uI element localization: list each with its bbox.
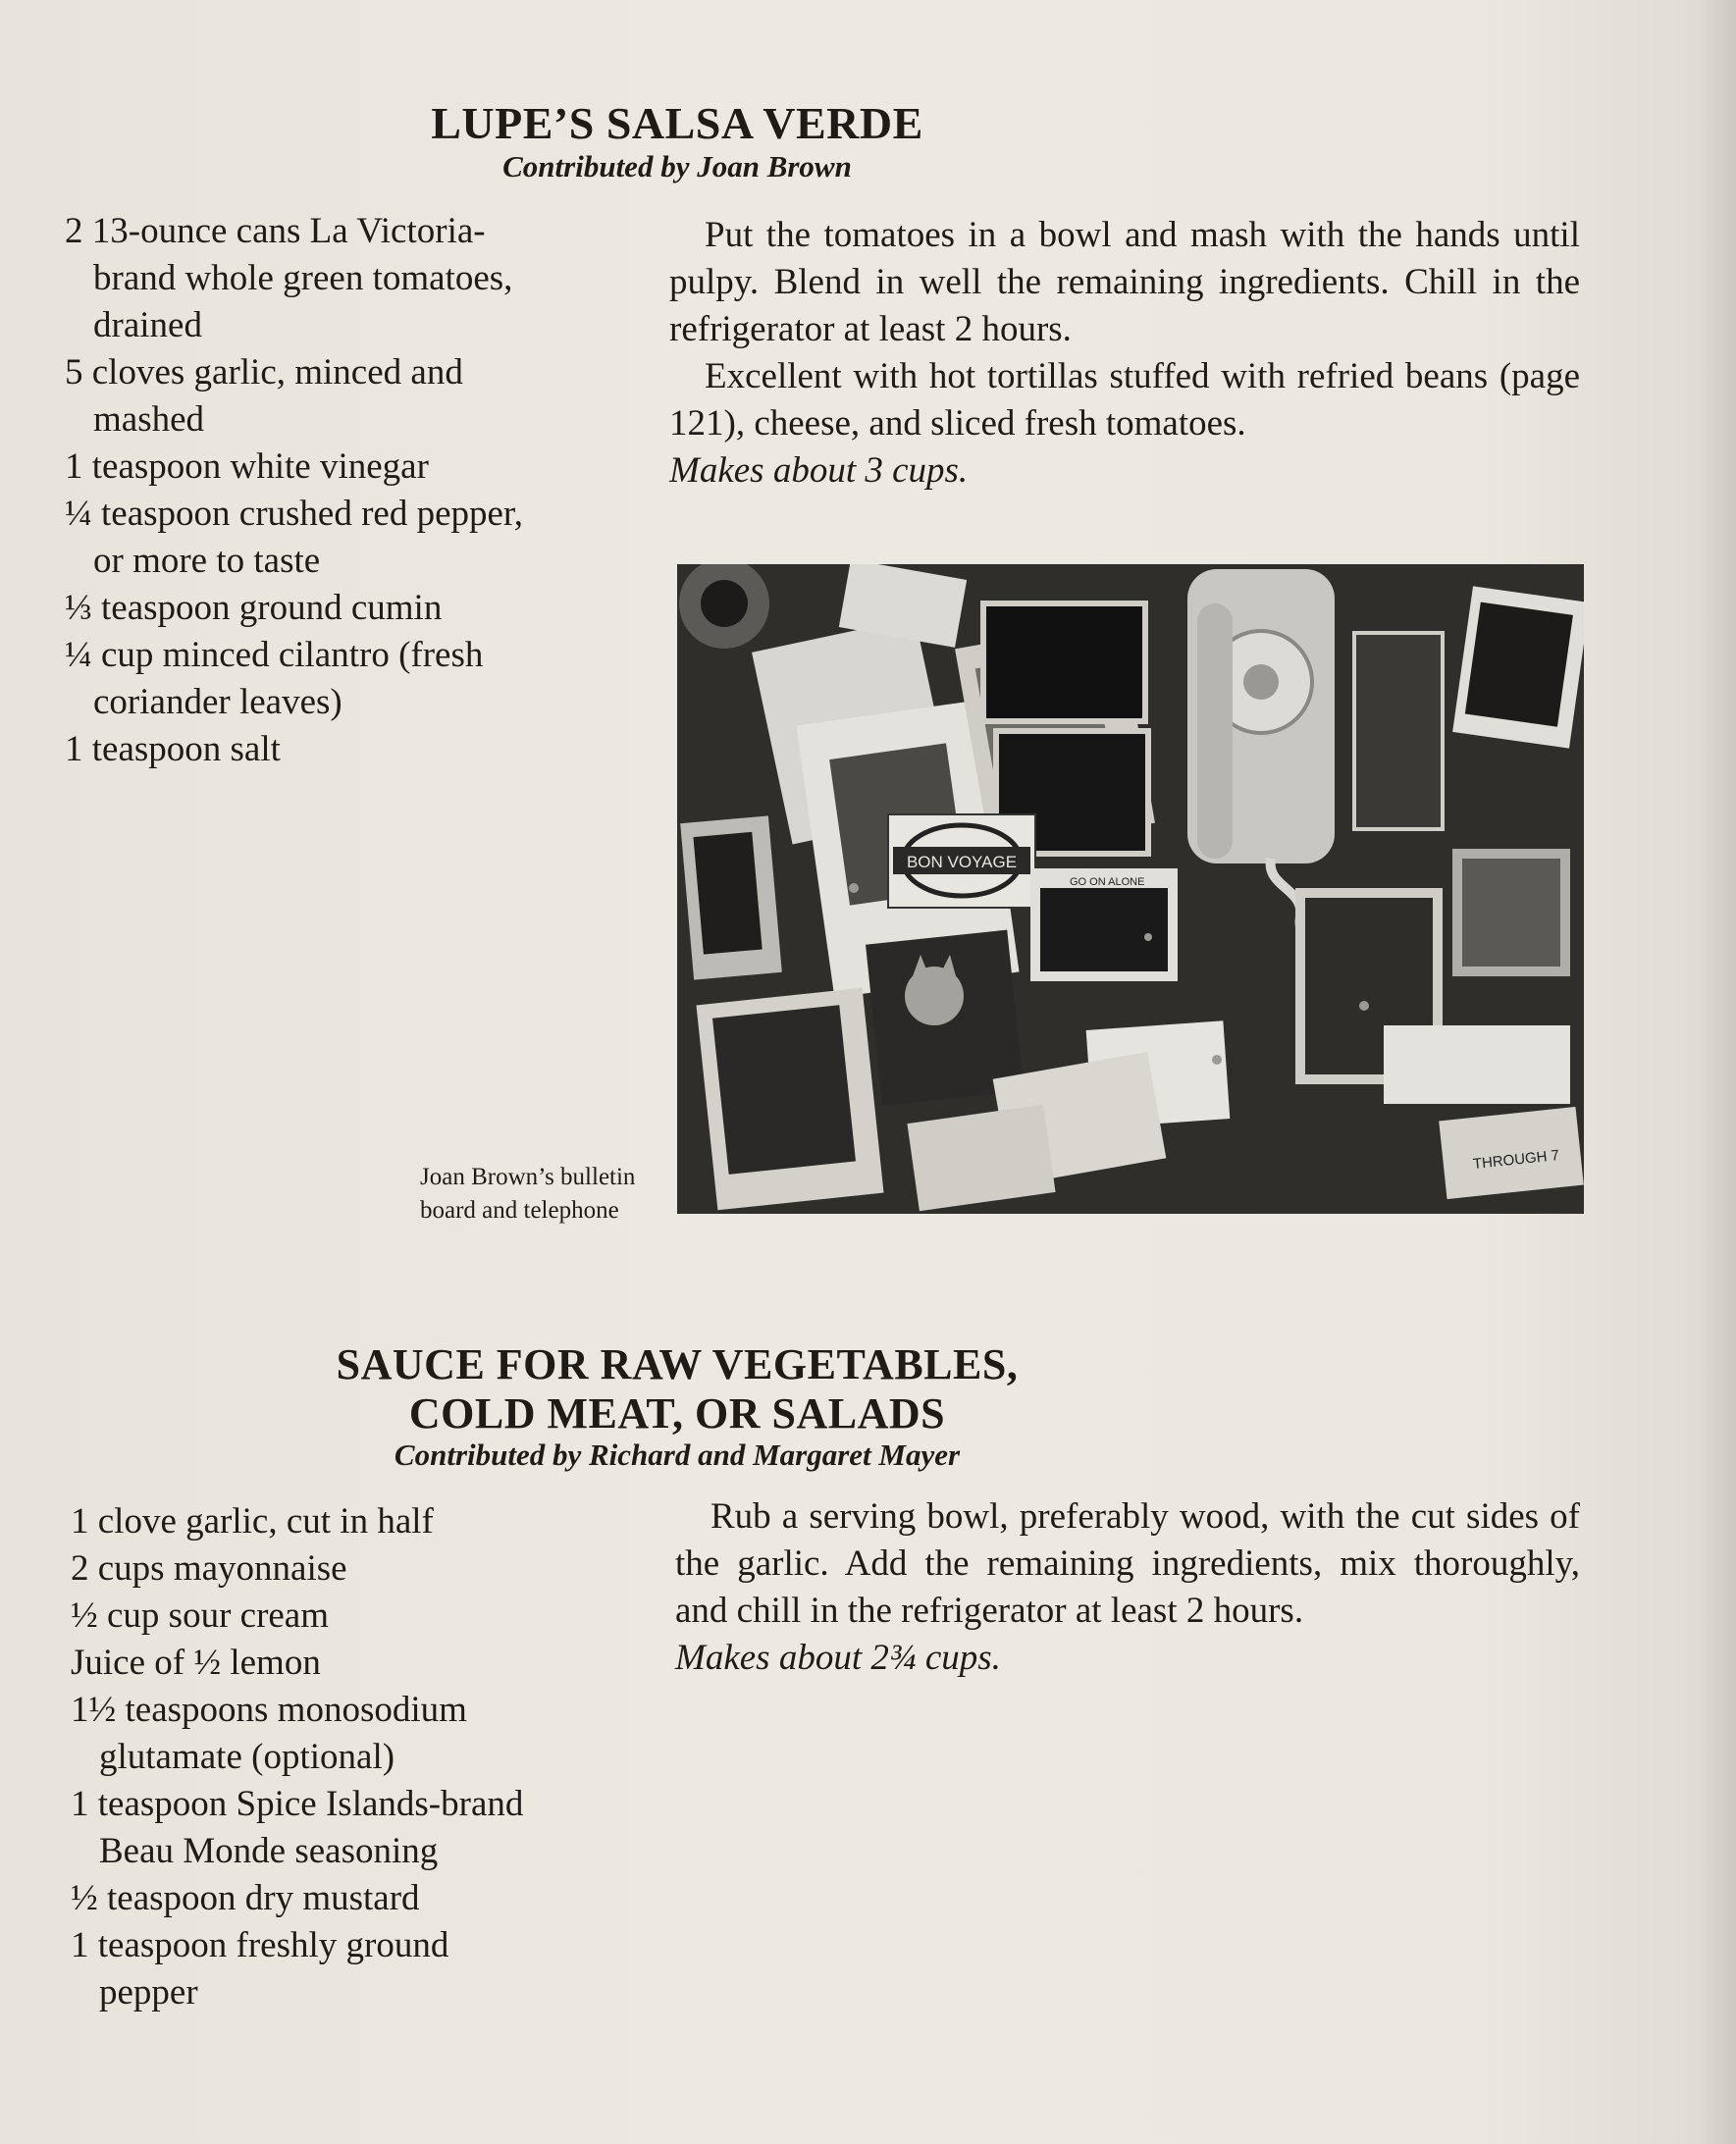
recipe-byline: Contributed by Richard and Margaret Mayer [394, 1438, 961, 1472]
ingredient-list [65, 208, 555, 773]
ingredient-item: ⅓ teaspoon ground cumin [65, 588, 443, 628]
recipe-method [675, 1493, 1580, 1682]
recipe-title-line: COLD MEAT, OR SALADS [408, 1389, 946, 1438]
ingredient-item: ½ teaspoon dry mustard [71, 1878, 420, 1918]
ingredient-item: Juice of ½ lemon [71, 1643, 321, 1683]
method-paragraph: Excellent with hot tortillas stuffed with refried beans (page 121), cheese, and sliced fresh tomatoes. [669, 356, 1580, 444]
ingredient-item: 5 cloves garlic, minced and mashed [65, 352, 463, 440]
ingredient-item: ½ cup sour cream [71, 1595, 330, 1636]
recipe-yield: Makes about 2¾ cups. [675, 1638, 1001, 1678]
ingredient-item: 1 teaspoon white vinegar [65, 446, 429, 487]
caption-line: board and telephone [420, 1197, 619, 1224]
caption-line: Joan Brown’s bulletin [420, 1164, 636, 1190]
method-paragraph: Put the tomatoes in a bowl and mash with the hands until pulpy. Blend in well the remaining ingredients. Chill in the refrigerator at least 2 hours. [669, 215, 1580, 349]
recipe-title [226, 1340, 1129, 1438]
page-edge-shadow [1697, 0, 1736, 2144]
ingredient-item: 1 teaspoon freshly ground pepper [71, 1925, 449, 2013]
clipping-text: GO ON ALONE [1070, 876, 1145, 888]
ingredient-item: ¼ teaspoon crushed red pepper, or more to taste [65, 494, 524, 581]
ingredient-list [71, 1498, 552, 2016]
ingredient-item: ¼ cup minced cilantro (fresh coriander leaves) [65, 635, 484, 722]
recipe-title-line: SAUCE FOR RAW VEGETABLES, [336, 1340, 1019, 1388]
recipe-method [669, 212, 1580, 495]
ingredient-item: 2 cups mayonnaise [71, 1548, 347, 1589]
recipe-yield: Makes about 3 cups. [669, 450, 969, 491]
method-paragraph: Rub a serving bowl, preferably wood, with the cut sides of the garlic. Add the remaining ingredients, mix thoroughly, and chill in the refrigerator at least 2 hours. [675, 1496, 1580, 1631]
ingredient-item: 2 13-ounce cans La Victoria-brand whole green tomatoes, drained [65, 211, 513, 345]
photo-caption [420, 1161, 675, 1228]
bon-voyage-sign-text: BON VOYAGE [906, 853, 1018, 871]
ingredient-item: 1½ teaspoons monosodium glutamate (optional) [71, 1690, 467, 1777]
ingredient-item: 1 teaspoon Spice Islands-brand Beau Monde seasoning [71, 1784, 524, 1871]
photo-illustration [677, 564, 1584, 1214]
ingredient-item: 1 clove garlic, cut in half [71, 1501, 434, 1542]
recipe-byline: Contributed by Joan Brown [502, 149, 852, 183]
bulletin-board-photo [677, 564, 1584, 1214]
corner-clipping-text: THROUGH 7 [1472, 1146, 1560, 1174]
ingredient-item: 1 teaspoon salt [65, 729, 281, 769]
recipe-title: LUPE’S SALSA VERDE [431, 98, 923, 148]
